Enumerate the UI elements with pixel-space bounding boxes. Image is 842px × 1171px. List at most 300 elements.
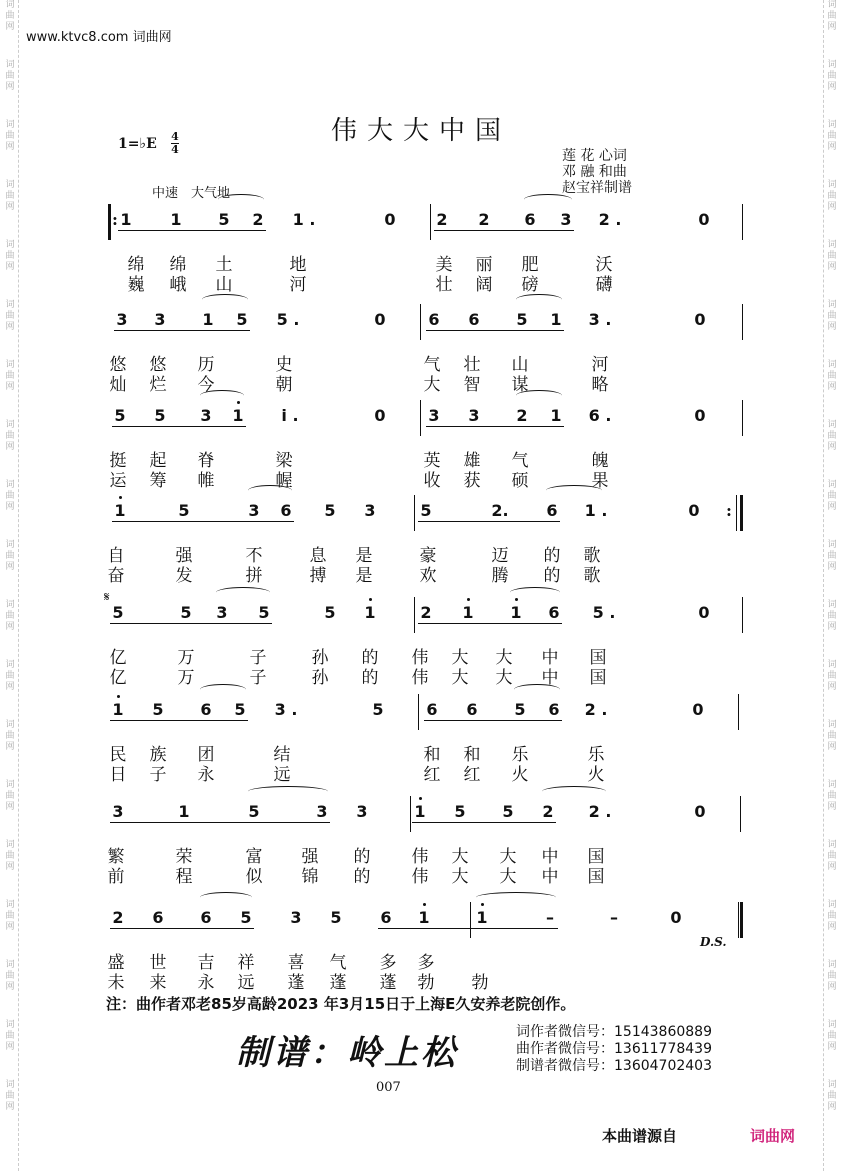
ds-mark: D.S. <box>700 935 727 949</box>
lyric-line-1: 自 <box>107 546 125 566</box>
note: 6 <box>380 908 392 927</box>
lyric-line-1: 河 <box>591 355 609 375</box>
note: 5 <box>152 700 164 719</box>
beam-line <box>112 426 246 427</box>
watermark-text: 词 曲 网 <box>5 180 15 212</box>
note: 3 <box>428 406 440 425</box>
bar-line <box>430 204 431 240</box>
final-bar <box>740 902 743 938</box>
lyric-line-2: 山 <box>215 275 233 295</box>
lyric-line-1: 子 <box>249 648 267 668</box>
slur <box>202 294 248 305</box>
lyric-line-1: 和 <box>423 745 441 765</box>
note: 5 <box>180 603 192 622</box>
lyric-line-2: 搏 <box>309 566 327 586</box>
lyric-line-1: 国 <box>589 648 607 668</box>
lyric-line-2: 峨 <box>169 275 187 295</box>
lyric-line-2: 火 <box>511 765 529 785</box>
lyric-line-2: 大 <box>495 668 513 688</box>
note: 5 <box>330 908 342 927</box>
lyric-line-1: 地 <box>289 255 307 275</box>
note: 1 <box>112 700 124 719</box>
lyric-line-1: 绵 <box>169 255 187 275</box>
note: 2 . <box>588 802 612 821</box>
note: 6 <box>524 210 536 229</box>
note: 0 <box>698 603 710 622</box>
arranger: 赵宝祥制谱 <box>562 180 632 196</box>
watermark-text: 词 曲 网 <box>5 60 15 92</box>
lyric-line-1: 绵 <box>127 255 145 275</box>
high-octave-dot <box>419 797 422 800</box>
note: 0 <box>692 700 704 719</box>
watermark-text: 词 曲 网 <box>5 120 15 152</box>
lyric-line-1: 起 <box>149 451 167 471</box>
lyric-line-2: 红 <box>423 765 441 785</box>
note: 2 <box>420 603 432 622</box>
lyric-line-2: 国 <box>587 867 605 887</box>
lyric-line-1: 团 <box>197 745 215 765</box>
lyric-line-2: 蓬 <box>329 973 347 993</box>
note: 6 <box>548 603 560 622</box>
lyric-line-1: 大 <box>451 847 469 867</box>
lyric-line-1: 多 <box>379 953 397 973</box>
note: 1 <box>418 908 430 927</box>
watermark-text: 词 曲 网 <box>827 1020 837 1052</box>
tempo-marking: 中速 大气地 <box>152 186 231 201</box>
note: 1 <box>232 406 244 425</box>
song-title: 伟大大中国 <box>330 116 511 146</box>
note: 2 <box>436 210 448 229</box>
watermark-text: 词 曲 网 <box>827 840 837 872</box>
note: 3 . <box>274 700 298 719</box>
note: 5 <box>454 802 466 821</box>
lyric-line-2: 蓬 <box>379 973 397 993</box>
lyric-line-2: 程 <box>175 867 193 887</box>
beam-line <box>434 230 574 231</box>
lyric-line-2: 幄 <box>275 471 293 491</box>
lyric-line-2: 拼 <box>245 566 263 586</box>
bar-line <box>740 796 741 832</box>
high-octave-dot <box>117 695 120 698</box>
lyric-line-1: 伟 <box>411 648 429 668</box>
repeat-bar <box>108 204 111 240</box>
high-octave-dot <box>467 598 470 601</box>
note: 6 <box>468 310 480 329</box>
note: 6 <box>280 501 292 520</box>
note: 2 <box>478 210 490 229</box>
note: 5 <box>154 406 166 425</box>
site-header[interactable]: www.ktvc8.com 词曲网 <box>26 30 172 45</box>
lyric-line-1: 盛 <box>107 953 125 973</box>
lyric-line-1: 强 <box>175 546 193 566</box>
watermark-text: 词 曲 网 <box>5 240 15 272</box>
lyric-line-1: 强 <box>301 847 319 867</box>
page-number: 007 <box>376 1080 401 1095</box>
bar-line <box>414 597 415 633</box>
high-octave-dot <box>119 496 122 499</box>
source-label: 本曲谱源自 <box>602 1127 678 1145</box>
lyric-line-1: 的 <box>353 847 371 867</box>
note: 1 <box>462 603 474 622</box>
beam-line <box>418 623 562 624</box>
wechat-contacts <box>516 1024 712 1075</box>
watermark-text: 词 曲 网 <box>5 480 15 512</box>
note: 1 . <box>584 501 608 520</box>
lyric-line-1: 豪 <box>419 546 437 566</box>
lyric-line-1: 挺 <box>109 451 127 471</box>
lyric-line-2: 子 <box>249 668 267 688</box>
lyric-line-2: 锦 <box>301 867 319 887</box>
watermark-text: 词 曲 网 <box>827 600 837 632</box>
note: 1 <box>476 908 488 927</box>
watermark-text: 词 曲 网 <box>827 1080 837 1112</box>
high-octave-dot <box>423 903 426 906</box>
lyric-line-1: 繁 <box>107 847 125 867</box>
lyric-line-2: 蓬 <box>287 973 305 993</box>
watermark-text: 词 曲 网 <box>827 120 837 152</box>
source-site-link[interactable]: 词曲网 <box>750 1127 796 1145</box>
high-octave-dot <box>515 598 518 601</box>
right-watermark-strip <box>823 0 840 1171</box>
lyric-line-1: 魄 <box>591 451 609 471</box>
lyric-line-2: 伟 <box>411 668 429 688</box>
note: 0 <box>374 310 386 329</box>
beam-line <box>424 720 562 721</box>
lyric-line-2: 河 <box>289 275 307 295</box>
note: 3 <box>154 310 166 329</box>
lyric-line-2: 帷 <box>197 471 215 491</box>
repeat-end: : <box>726 501 732 520</box>
watermark-text: 词 曲 网 <box>5 1020 15 1052</box>
note: 5 . <box>592 603 616 622</box>
note: 2 . <box>598 210 622 229</box>
lyric-line-1: 族 <box>149 745 167 765</box>
lyric-line-1: 大 <box>451 648 469 668</box>
lyric-line-1: 中 <box>541 648 559 668</box>
repeat-bar <box>740 495 743 531</box>
slur <box>516 390 562 401</box>
wechat-lyricist: 词作者微信号：15143860889 <box>516 1024 712 1040</box>
bar-line <box>738 694 739 730</box>
lyric-line-2: 勃 <box>417 973 435 993</box>
note: 1 <box>364 603 376 622</box>
note: 6 <box>200 700 212 719</box>
lyric-line-2: 歌 <box>583 566 601 586</box>
note: 5 <box>372 700 384 719</box>
lyric-line-1: 山 <box>511 355 529 375</box>
note: 5 <box>324 603 336 622</box>
watermark-text: 词 曲 网 <box>827 420 837 452</box>
watermark-text: 词 曲 网 <box>827 660 837 692</box>
watermark-text: 词 曲 网 <box>827 480 837 512</box>
note: 6 <box>426 700 438 719</box>
note: 1 <box>202 310 214 329</box>
lyric-line-1: 历 <box>197 355 215 375</box>
note: 5 <box>502 802 514 821</box>
note: 1 <box>550 406 562 425</box>
lyric-line-1: 歌 <box>583 546 601 566</box>
watermark-text: 词 曲 网 <box>827 300 837 332</box>
watermark-text: 词 曲 网 <box>5 660 15 692</box>
bar-line <box>410 796 411 832</box>
lyric-line-2: 巍 <box>127 275 145 295</box>
note: 2 <box>112 908 124 927</box>
high-octave-dot <box>481 903 484 906</box>
lyric-line-2: 今 <box>197 375 215 395</box>
beam-line <box>412 822 556 823</box>
bar-line <box>420 304 421 340</box>
watermark-text: 词 曲 网 <box>827 900 837 932</box>
note: 5 <box>240 908 252 927</box>
watermark-text: 词 曲 网 <box>827 180 837 212</box>
note: 0 <box>698 210 710 229</box>
note: 0 <box>694 406 706 425</box>
note: 3 <box>316 802 328 821</box>
lyric-line-2: 未 <box>107 973 125 993</box>
lyric-line-2: 大 <box>451 867 469 887</box>
lyric-line-1: 英 <box>423 451 441 471</box>
note: 5 <box>324 501 336 520</box>
note: 5 <box>218 210 230 229</box>
beam-line <box>112 521 294 522</box>
lyric-line-1: 伟 <box>411 847 429 867</box>
lyric-line-2: 的 <box>543 566 561 586</box>
note: 3 . <box>588 310 612 329</box>
note: 3 <box>290 908 302 927</box>
lyric-line-2: 朝 <box>275 375 293 395</box>
lyric-line-1: 的 <box>361 648 379 668</box>
lyric-line-1: 和 <box>463 745 481 765</box>
lyric-line-1: 美 <box>435 255 453 275</box>
bar-line <box>738 902 739 938</box>
note: 2 <box>252 210 264 229</box>
lyric-line-1: 结 <box>273 745 291 765</box>
segno-mark: 𝄋 <box>104 590 110 605</box>
lyric-line-1: 乐 <box>511 745 529 765</box>
lyric-line-1: 亿 <box>109 648 127 668</box>
lyric-line-2: 磅 <box>521 275 539 295</box>
note: 1 <box>414 802 426 821</box>
composer-note: 注：曲作者邓老85岁高龄2023 年3月15日于上海E久安养老院创作。 <box>106 995 576 1013</box>
bar-line <box>418 694 419 730</box>
lyric-line-1: 民 <box>109 745 127 765</box>
note: 1 <box>550 310 562 329</box>
repeat-start: : <box>112 210 118 229</box>
watermark-text: 词 曲 网 <box>5 1080 15 1112</box>
beam-line <box>110 822 330 823</box>
watermark-text: 词 曲 网 <box>5 300 15 332</box>
credits <box>562 148 632 196</box>
lyric-line-2: 腾 <box>491 566 509 586</box>
watermark-text: 词 曲 网 <box>5 960 15 992</box>
slur <box>218 194 264 205</box>
beam-line <box>418 521 560 522</box>
lyric-line-2: 勃 <box>471 973 489 993</box>
note: 5 <box>236 310 248 329</box>
lyric-line-2: 烂 <box>149 375 167 395</box>
beam-line <box>378 928 558 929</box>
bar-line <box>736 495 737 531</box>
watermark-text: 词 曲 网 <box>827 780 837 812</box>
lyric-line-2: 亿 <box>109 668 127 688</box>
lyric-line-1: 世 <box>149 953 167 973</box>
lyric-line-2: 似 <box>245 867 263 887</box>
lyric-line-1: 乐 <box>587 745 605 765</box>
lyric-line-2: 奋 <box>107 566 125 586</box>
arranger-signature: 制谱：岭上松 <box>236 1033 458 1073</box>
lyric-line-2: 的 <box>361 668 379 688</box>
watermark-text: 词 曲 网 <box>5 720 15 752</box>
lyric-line-2: 孙 <box>311 668 329 688</box>
lyric-line-2: 的 <box>353 867 371 887</box>
lyric-line-1: 悠 <box>149 355 167 375</box>
lyric-line-1: 大 <box>499 847 517 867</box>
watermark-text: 词 曲 网 <box>5 420 15 452</box>
lyric-line-1: 息 <box>309 546 327 566</box>
lyric-line-1: 富 <box>245 847 263 867</box>
note: 0 <box>694 310 706 329</box>
lyric-line-1: 是 <box>355 546 373 566</box>
note: 5 <box>516 310 528 329</box>
watermark-text: 词 曲 网 <box>5 840 15 872</box>
watermark-text: 词 曲 网 <box>5 900 15 932</box>
bar-line <box>420 400 421 436</box>
lyric-line-2: 筹 <box>149 471 167 491</box>
bar-line <box>414 495 415 531</box>
note: 5 <box>114 406 126 425</box>
note: 5 . <box>276 310 300 329</box>
beam-line <box>114 330 250 331</box>
note: 3 <box>468 406 480 425</box>
note: 3 <box>560 210 572 229</box>
lyric-line-1: 沃 <box>595 255 613 275</box>
note: 3 <box>116 310 128 329</box>
lyric-line-1: 不 <box>245 546 263 566</box>
slur <box>516 294 562 305</box>
beam-line <box>110 623 272 624</box>
note: 6 <box>200 908 212 927</box>
note: 1 <box>170 210 182 229</box>
lyric-line-2: 日 <box>109 765 127 785</box>
high-octave-dot <box>369 598 372 601</box>
lyric-line-1: 的 <box>543 546 561 566</box>
note: 6 <box>428 310 440 329</box>
lyric-line-2: 是 <box>355 566 373 586</box>
note: 2 <box>542 802 554 821</box>
lyric-line-1: 丽 <box>475 255 493 275</box>
note: 0 <box>374 406 386 425</box>
bar-line <box>742 400 743 436</box>
lyric-line-2: 远 <box>237 973 255 993</box>
lyric-line-2: 永 <box>197 765 215 785</box>
key-signature: 1=♭E <box>118 136 157 152</box>
lyric-line-1: 脊 <box>197 451 215 471</box>
note: 0 <box>670 908 682 927</box>
slur <box>248 485 292 496</box>
note: 1 . <box>292 210 316 229</box>
lyric-line-1: 万 <box>177 648 195 668</box>
watermark-text: 词 曲 网 <box>827 960 837 992</box>
lyric-line-2: 灿 <box>109 375 127 395</box>
watermark-text: 词 曲 网 <box>827 540 837 572</box>
lyric-line-1: 孙 <box>311 648 329 668</box>
lyric-line-2: 壮 <box>435 275 453 295</box>
lyric-line-1: 气 <box>423 355 441 375</box>
high-octave-dot <box>237 401 240 404</box>
lyric-line-2: 火 <box>587 765 605 785</box>
note: 3 <box>112 802 124 821</box>
note: 3 <box>200 406 212 425</box>
lyric-line-1: 喜 <box>287 953 305 973</box>
beam-line <box>426 330 564 331</box>
note: 5 <box>420 501 432 520</box>
note: 6 <box>152 908 164 927</box>
lyric-line-1: 多 <box>417 953 435 973</box>
watermark-text: 词 曲 网 <box>5 360 15 392</box>
watermark-text: 词 曲 网 <box>827 60 837 92</box>
lyric-line-2: 万 <box>177 668 195 688</box>
lyric-line-2: 智 <box>463 375 481 395</box>
lyric-line-2: 中 <box>541 867 559 887</box>
lyric-line-2: 前 <box>107 867 125 887</box>
lyric-line-1: 雄 <box>463 451 481 471</box>
bar-line <box>470 902 471 938</box>
lyric-line-2: 红 <box>463 765 481 785</box>
lyric-line-1: 吉 <box>197 953 215 973</box>
note: 6 <box>548 700 560 719</box>
note: 5 <box>248 802 260 821</box>
watermark-text: 词 曲 网 <box>5 600 15 632</box>
lyric-line-2: 伟 <box>411 867 429 887</box>
beam-line <box>426 426 564 427</box>
lyric-line-1: 大 <box>495 648 513 668</box>
slur <box>200 892 252 903</box>
note: 1 <box>510 603 522 622</box>
lyric-line-1: 国 <box>587 847 605 867</box>
note: 5 <box>112 603 124 622</box>
lyric-line-1: 悠 <box>109 355 127 375</box>
lyric-line-2: 大 <box>423 375 441 395</box>
slur <box>200 684 246 695</box>
note: 0 <box>384 210 396 229</box>
watermark-text: 词 曲 网 <box>5 540 15 572</box>
lyric-line-2: 阔 <box>475 275 493 295</box>
wechat-composer: 曲作者微信号：13611778439 <box>516 1041 712 1057</box>
lyric-line-2: 谋 <box>511 375 529 395</box>
lyric-line-2: 礴 <box>595 275 613 295</box>
note: 6 . <box>588 406 612 425</box>
composer: 邓 融 和曲 <box>562 164 627 180</box>
note: 2. <box>491 501 509 520</box>
lyric-line-2: 大 <box>451 668 469 688</box>
lyric-line-2: 果 <box>591 471 609 491</box>
lyric-line-2: 远 <box>273 765 291 785</box>
wechat-arranger: 制谱者微信号：13604702403 <box>516 1058 712 1074</box>
slur <box>476 892 556 903</box>
note: 1 <box>120 210 132 229</box>
note: i . <box>281 406 299 425</box>
slur <box>514 684 560 695</box>
note: 3 <box>356 802 368 821</box>
note: 5 <box>178 501 190 520</box>
lyric-line-2: 欢 <box>419 566 437 586</box>
note: – <box>610 908 618 927</box>
lyric-line-1: 史 <box>275 355 293 375</box>
lyric-line-2: 收 <box>423 471 441 491</box>
watermark-text: 词 曲 网 <box>5 0 15 32</box>
time-signature: 4 4 <box>171 130 179 156</box>
lyric-line-2: 来 <box>149 973 167 993</box>
